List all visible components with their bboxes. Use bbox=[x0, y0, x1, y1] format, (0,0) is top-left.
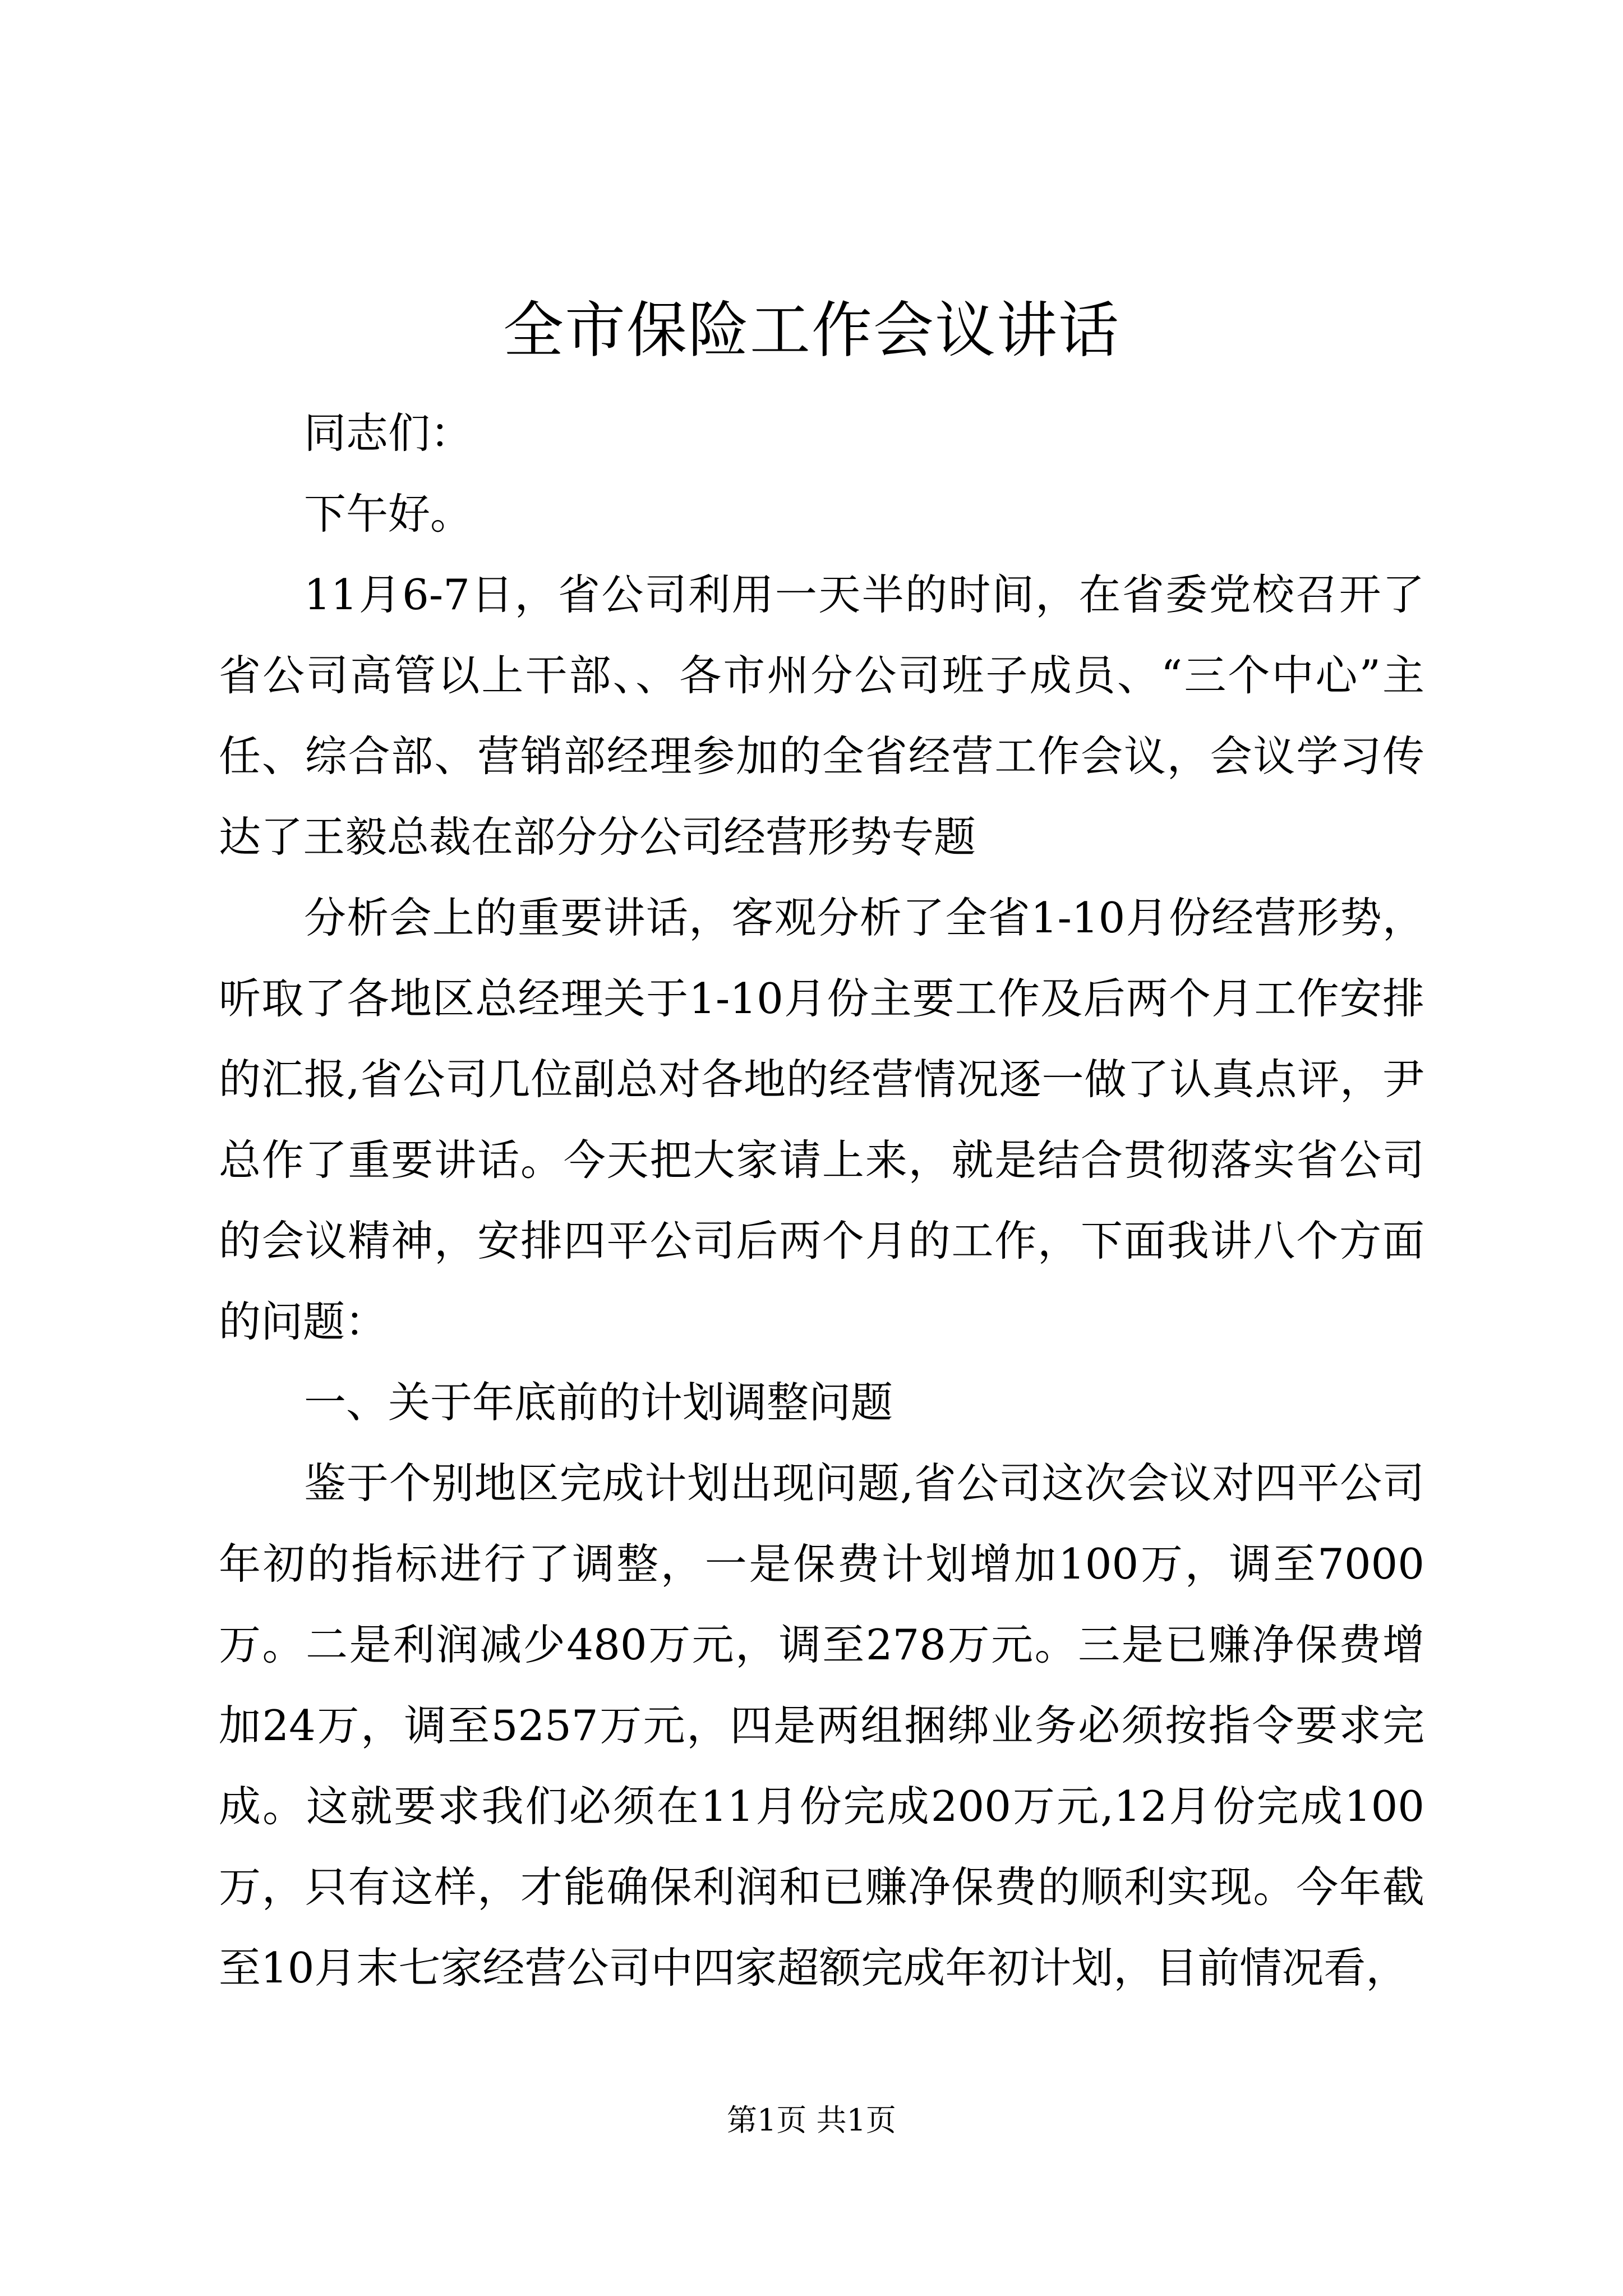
body-paragraph: 鉴于个别地区完成计划出现问题,省公司这次会议对四平公司年初的指标进行了调整，一是保费计划增加100万，调至7000万。二是利润减少480万元，调至278万元。三是已赚净保费增加24万，调至5257万元，四是两组捆绑业务必须按指令要求完成。这就要求我们必须在11月份完成200万元,12月份完成100万，只有这样，才能确保利润和已赚净保费的顺利实现。今年截至10月末七家经营公司中四家超额完成年初计划，目前情况看， bbox=[219, 1458, 1424, 1993]
page-number-footer: 第1页 共1页 bbox=[727, 2102, 896, 2138]
salutation: 同志们： bbox=[304, 408, 473, 458]
section-heading: 一、关于年底前的计划调整问题 bbox=[304, 1378, 893, 1427]
document-title: 全市保险工作会议讲话 bbox=[502, 296, 1120, 366]
document-body bbox=[219, 393, 1424, 2008]
greeting: 下午好。 bbox=[304, 489, 473, 539]
body-paragraph: 11月6-7日，省公司利用一天半的时间，在省委党校召开了省公司高管以上干部、、各市州分公司班子成员、“三个中心”主任、综合部、营销部经理参加的全省经营工作会议，会议学习传达了王毅总裁在部分分公司经营形势专题 bbox=[219, 570, 1424, 862]
body-paragraph: 分析会上的重要讲话，客观分析了全省1-10月份经营形势，听取了各地区总经理关于1-10月份主要工作及后两个月工作安排的汇报,省公司几位副总对各地的经营情况逐一做了认真点评，尹总作了重要讲话。今天把大家请上来，就是结合贯彻落实省公司的会议精神，安排四平公司后两个月的工作，下面我讲八个方面的问题： bbox=[219, 893, 1424, 1346]
